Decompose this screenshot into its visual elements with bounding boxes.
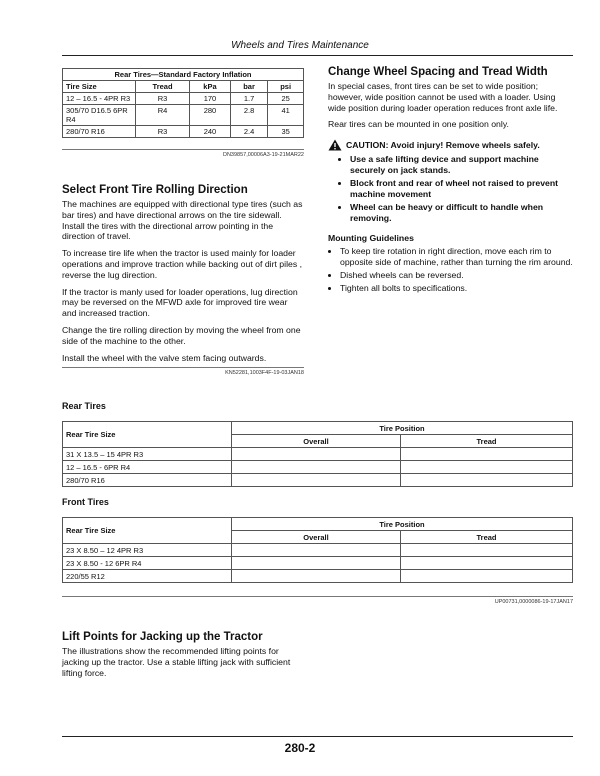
paragraph: Change the tire rolling direction by moving the wheel from one side of the machine to the other. (62, 324, 301, 346)
section-heading: Lift Points for Jacking up the Tractor (62, 631, 263, 643)
table-cell: 2.8 (230, 105, 267, 126)
table-cell: R3 (136, 93, 190, 105)
column-header: Tire Position (232, 422, 573, 435)
list-item: • Dished wheels can be reversed. (340, 270, 573, 281)
table-row (63, 544, 573, 557)
reference-code: DN39857,00006A3-19-21MAR22 (222, 152, 304, 158)
table-row (63, 474, 573, 487)
table-cell: 12 – 16.5 - 6PR R4 (63, 461, 232, 474)
section-heading: Change Wheel Spacing and Tread Width (328, 66, 548, 78)
column-header: Tread (136, 81, 190, 93)
reference-code: UP00731,0000086-19-17JAN17 (494, 599, 573, 605)
lift-points-section (62, 631, 304, 678)
table-cell: 280 (190, 105, 231, 126)
rear-tires-table (62, 421, 573, 487)
list-item: • Tighten all bolts to specifications. (340, 283, 573, 294)
column-header: Rear Tire Size (63, 422, 232, 448)
footer-rule (62, 736, 573, 737)
column-header: bar (230, 81, 267, 93)
subsection-heading: Mounting Guidelines (328, 233, 414, 244)
list-item: • Wheel can be heavy or difficult to handle when removing. (350, 202, 573, 223)
column-header: Overall (232, 435, 401, 448)
table-cell: R4 (136, 105, 190, 126)
paragraph: Rear tires can be mounted in one position only. (328, 119, 509, 130)
table-row (63, 105, 304, 126)
table-row (63, 126, 304, 138)
table-row (63, 93, 304, 105)
paragraph: The machines are equipped with directional type tires (such as bar tires) and have directional arrows on the tire sidewall. Install the tires with the directional arrow pointing in the direction of travel. (62, 199, 303, 242)
list-item: • Block front and rear of wheel not raised to prevent machine movement (350, 178, 573, 199)
list-item: • To keep tire rotation in right direction, move each rim to opposite side of machine, rather than turning the rim around. (340, 246, 573, 268)
column-header: Tread (401, 435, 573, 448)
table-cell: 305/70 D16.5 6PR R4 (63, 105, 136, 126)
table-cell: 41 (268, 105, 304, 126)
wheel-spacing-section (328, 66, 573, 295)
list-item: • Use a safe lifting device and support machine securely on jack stands. (350, 154, 573, 175)
table-cell: 2.4 (230, 126, 267, 138)
section-rule (62, 596, 573, 597)
column-header: Overall (232, 531, 401, 544)
table-cell: 220/55 R12 (63, 570, 232, 583)
table-row (63, 570, 573, 583)
rear-tires-label: Rear Tires (62, 401, 106, 411)
paragraph: To increase tire life when the tractor is used mainly for loader operations and improve traction while backing out of dirt piles , reverse the lug direction. (62, 248, 303, 280)
table-row (63, 557, 573, 570)
column-header: Rear Tire Size (63, 518, 232, 544)
header-rule (62, 55, 573, 56)
table-cell: 240 (190, 126, 231, 138)
caution-block (328, 140, 573, 151)
table-cell: 12 – 16.5 - 4PR R3 (63, 93, 136, 105)
paragraph: Install the wheel with the valve stem facing outwards. (62, 352, 267, 363)
table-cell: 280/70 R16 (63, 126, 136, 138)
column-header: Tire Position (232, 518, 573, 531)
section-rule (62, 367, 304, 368)
page-number: 280-2 (284, 741, 316, 755)
table-cell: 1.7 (230, 93, 267, 105)
column-header: Tire Size (63, 81, 136, 93)
rear-tire-inflation-table (62, 68, 304, 138)
reference-code: KN52281,1003F4F-19-03JAN18 (225, 370, 304, 376)
table-cell: 31 X 13.5 – 15 4PR R3 (63, 448, 232, 461)
mounting-list (328, 246, 573, 293)
table-row (63, 448, 573, 461)
table-cell: 23 X 8.50 - 12 6PR R4 (63, 557, 232, 570)
column-header: psi (268, 81, 304, 93)
caution-text: CAUTION: Avoid injury! Remove wheels safely. (346, 140, 540, 151)
table-cell: 280/70 R16 (63, 474, 232, 487)
running-header: Wheels and Tires Maintenance (231, 40, 369, 51)
table-cell: 23 X 8.50 – 12 4PR R3 (63, 544, 232, 557)
table-cell: 25 (268, 93, 304, 105)
section-heading: Select Front Tire Rolling Direction (62, 184, 248, 196)
column-header: Tread (401, 531, 573, 544)
table-cell: 35 (268, 126, 304, 138)
paragraph: In special cases, front tires can be set to wide position; however, wide position cannot be used with a loader. Using wide position during loader operation reduces front axle life. (328, 81, 558, 113)
paragraph: If the tractor is manly used for loader operations, lug direction may be reversed on the MFWD axle for improved tire wear and increased traction. (62, 286, 298, 319)
paragraph: The illustrations show the recommended lifting points for jacking up the tractor. Use a stable lifting jack with sufficient lifting force. (62, 646, 291, 678)
warning-triangle-icon (328, 139, 342, 151)
table-cell: R3 (136, 126, 190, 138)
column-header: kPa (190, 81, 231, 93)
table-row (63, 461, 573, 474)
section-rule (62, 149, 304, 150)
caution-list (328, 154, 573, 223)
front-tires-label: Front Tires (62, 497, 109, 507)
front-tires-table (62, 517, 573, 583)
inflation-table-caption: Rear Tires—Standard Factory Inflation (63, 69, 304, 81)
front-tire-section (62, 184, 304, 363)
table-cell: 170 (190, 93, 231, 105)
